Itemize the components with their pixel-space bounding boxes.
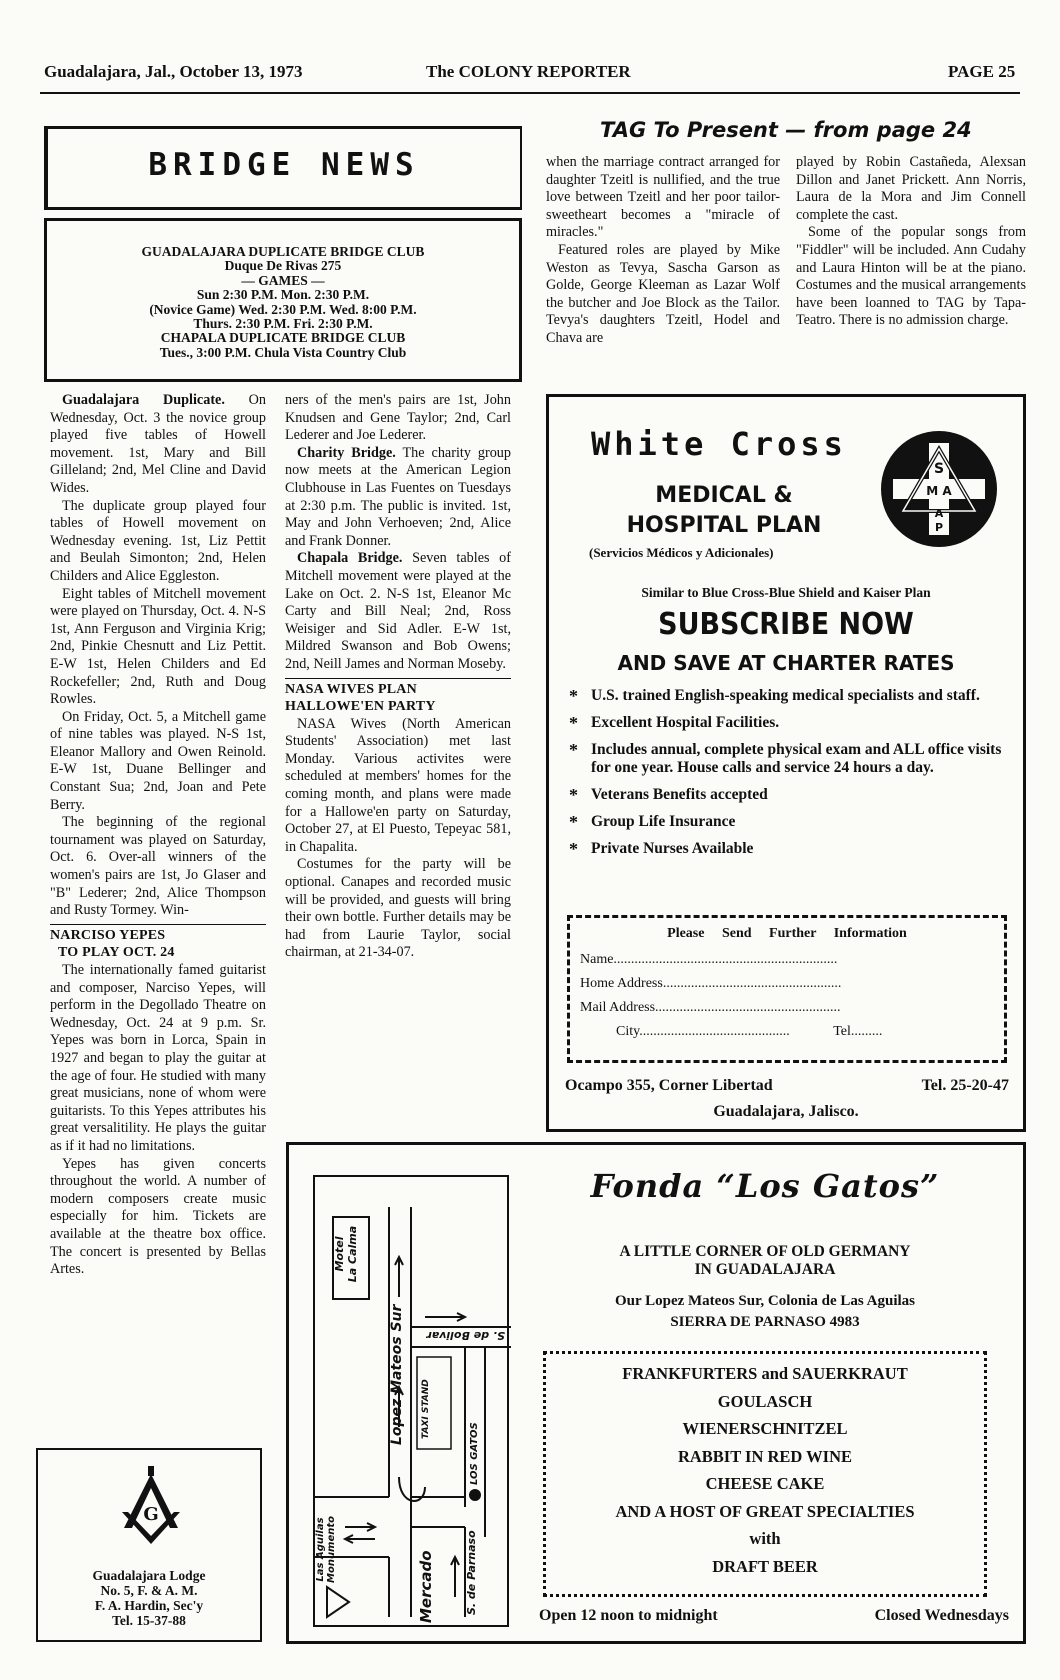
paper-title: The COLONY REPORTER [426, 62, 631, 81]
dateline: Guadalajara, Jal., October 13, 1973 [44, 62, 303, 81]
bridge-title-box [44, 126, 522, 210]
fonda-hours: Open 12 noon to midnight [539, 1607, 718, 1624]
services-note: (Servicios Médicos y Adicionales) [589, 545, 774, 560]
bridge-title: BRIDGE NEWS [148, 147, 420, 183]
bridge-schedule-box [44, 218, 522, 382]
fonda-ad [286, 1142, 1026, 1644]
lodge-info: Guadalajara Lodge No. 5, F. & A. M. F. A. Hardin, Sec'y Tel. 15-37-88 [92, 1568, 206, 1628]
menu-item: GOULASCH [717, 1391, 813, 1411]
square-compass-icon [116, 1466, 186, 1548]
fonda-address: Our Lopez Mateos Sur, Colonia de Las Aguilas SIERRA DE PARNASO 4983 [614, 1293, 916, 1330]
schedule-line: Duque De Rivas 275 [224, 258, 342, 274]
menu-item: AND A HOST OF GREAT SPECIALTIES [615, 1501, 915, 1521]
article-paragraph: Guadalajara Duplicate. On Wednesday, Oct. 3 the novice group played five tables of Howell movement. 1st, Mary and Bill Gilleland; 2nd, Mel Cline and David Wides. [50, 392, 266, 496]
white-cross-ad [546, 394, 1026, 1132]
ad-city: Guadalajara, Jalisco. [713, 1103, 859, 1120]
menu-item: FRANKFURTERS and SAUERKRAUT [622, 1364, 908, 1383]
menu-item: WIENERSCHNITZEL [682, 1419, 848, 1438]
tag-column-b: played by Robin Castañeda, Alexsan Dillon and Janet Prickett. Ann Norris, Laura de la Mora and Jim Connell complete the cast. Some of the popular songs from "Fiddler" will be included. Ann Cudahy and Laura Hinton will be at the piano. Costumes and the musical arrangements have been loanned to TAG by Tapa-Teatro. There is no admission charge. [796, 154, 1026, 329]
map-label-los-gatos: LOS GATOS [469, 1422, 480, 1485]
article-lead: Guadalajara Duplicate. [62, 392, 225, 408]
schedule-line: Sun 2:30 P.M. Mon. 2:30 P.M. [196, 287, 370, 303]
article-paragraph: Yepes has given concerts throughout the world. A number of modern composers create music especially for him. Tickets are available at the theatre box office. The concert is presented by Bellas Artes. [50, 1155, 266, 1278]
article-paragraph: Chapala Bridge. Seven tables of Mitchell movement were played at the Lake on Oct. 2. N-S 1st, Eleanor Mc Carty and Bill Neal; 2nd, Ross Weisiger and Sid Adler. E-W 1st, Mildred Swanson and Bob Owens; 2nd, Neill James and Norman Moseby. [285, 550, 511, 672]
map-label-mercado: Mercado [417, 1550, 435, 1623]
article-paragraph: NASA Wives (North American Students' Association) met last Monday. Various activites were scheduled at members' homes for the coming month, and plans were made for a Hallowe'en party on Saturday, October 27, at El Puesto, Tepeyac 581, in Chapalita. [285, 715, 511, 855]
article-paragraph: On Friday, Oct. 5, a Mitchell game of nine tables was played. N-S 1st, Eleanor Mallory and Owen Reinold. E-W 1st, Duane Bellinger and Constant Sua; 2nd, Joan and Pete Berry. [50, 708, 266, 813]
tag-column-a: when the marriage contract arranged for daughter Tzeitl is nullified, and the true love between Tzeitl and her poor tailor-sweetheart becomes a "miracle of miracles." Featured roles are played by Mike Weston as Tevya, Sascha Garson as Golde, George Kleeman as Lazar Wolf the butcher and Joe Block as the Tailor. Tevya's daughters Tzeitl, Hodel and Chava are [546, 154, 780, 346]
location-map [313, 1175, 509, 1627]
fonda-title: Fonda “Los Gatos” [590, 1167, 940, 1205]
logo-letter: P [934, 521, 944, 534]
tag-headline: TAG To Present — from page 24 [600, 118, 972, 142]
charter-rates: AND SAVE AT CHARTER RATES [617, 651, 955, 675]
benefit-item: * Includes annual, complete physical exam and ALL office visits for one year. House calls and service 24 hours a day. [569, 741, 1009, 777]
menu-item: DRAFT BEER [712, 1556, 818, 1576]
lodge-emblem-letter: G [143, 1504, 159, 1525]
benefit-item: * U.S. trained English-speaking medical specialists and staff. [569, 687, 1009, 705]
article-paragraph: Eight tables of Mitchell movement were played on Thursday, Oct. 4. N-S 1st, Ann Ferguson and Virginia Krig; 2nd, Pinkie Chesnutt and Liz Pettit. E-W 1st, Helen Childers and Ed Rockefeller; 2nd, Ruth and Doug Rowles. [50, 585, 266, 708]
schedule-line: Thurs. 2:30 P.M. Fri. 2:30 P.M. [193, 316, 373, 332]
form-name-field[interactable]: Name................................................................ [580, 952, 838, 967]
article-paragraph: ners of the men's pairs are 1st, John Knudsen and Gene Taylor; 2nd, Carl Lederer and Joe Lederer. [285, 392, 511, 444]
form-mail-address-field[interactable]: Mail Address..................................................... [580, 1000, 841, 1015]
plan-title: MEDICAL & HOSPITAL PLAN [626, 483, 822, 538]
map-label-motel: Motel La Calma [333, 1225, 359, 1283]
column-1 [50, 392, 266, 1279]
logo-letters: M A [926, 484, 952, 498]
map-label-lopez-mateos: Lopez Mateos Sur [389, 1304, 405, 1445]
benefit-item: * Private Nurses Available [569, 840, 1009, 858]
schedule-line: GUADALAJARA DUPLICATE BRIDGE CLUB [141, 244, 425, 259]
fonda-subtitle: A LITTLE CORNER OF OLD GERMANY IN GUADALAJARA [619, 1243, 911, 1278]
similar-note: Similar to Blue Cross-Blue Shield and Kaiser Plan [641, 585, 931, 600]
info-request-form [567, 915, 1007, 1063]
lodge-ad [36, 1448, 262, 1642]
form-city-row [580, 1020, 994, 1044]
menu-item: RABBIT IN RED WINE [677, 1446, 853, 1466]
logo-letter: S [933, 461, 945, 477]
ad-address: Ocampo 355, Corner Libertad [565, 1077, 773, 1094]
schedule-line: CHAPALA DUPLICATE BRIDGE CLUB [160, 330, 406, 346]
schedule-line: (Novice Game) Wed. 2:30 P.M. Wed. 8:00 P.M. [149, 301, 417, 317]
ad-phone: Tel. 25-20-47 [921, 1077, 1009, 1094]
benefit-item: * Veterans Benefits accepted [569, 786, 1009, 804]
article-paragraph: The internationally famed guitarist and composer, Narciso Yepes, will perform in the Degollado Theatre on Wednesday, Oct. 24 at 9 p.m. Sr. Yepes was born in Lorca, Spain in 1927 and began to play the guitar at the age of four. He studied with many great musicians, none of whom were guitarists. To this Yepes attributes his great versalitility. He plays the guitar as if it had no limitations. [50, 962, 266, 1154]
logo-letter: A [934, 507, 944, 520]
article-paragraph: Costumes for the party will be optional. Canapes and recorded music will be provided, and guests will bring their own bottle. Further details may be had from Laurie Taylor, social chairman, at 21-34-07. [285, 856, 511, 961]
fonda-menu-box [543, 1351, 987, 1597]
subscribe-now: SUBSCRIBE NOW [658, 607, 914, 642]
map-label-aguilas: Las Aguilas Monumento [315, 1515, 337, 1583]
header-rule [40, 92, 1020, 94]
menu-item: with [749, 1529, 781, 1548]
map-label-taxi-stand: TAXI STAND [421, 1379, 431, 1439]
form-title: Please Send Further Information [667, 926, 907, 941]
article-lead: Chapala Bridge. [297, 550, 403, 567]
nasa-headline: NASA WIVES PLAN HALLOWE'EN PARTY [285, 678, 511, 716]
benefits-list [569, 687, 1009, 867]
article-paragraph: Charity Bridge. The charity group now meets at the American Legion Clubhouse in Las Fuentes on Tuesdays at 2:30 p.m. The public is invited. 1st, May and John Verhoeven; 2nd, Alice and Frank Donner. [285, 444, 511, 549]
benefit-item: * Group Life Insurance [569, 813, 1009, 831]
form-tel-field[interactable]: Tel......... [833, 1024, 883, 1039]
schedule-line: Tues., 3:00 P.M. Chula Vista Country Club [159, 344, 407, 360]
white-cross-title: White Cross [591, 425, 847, 463]
column-2 [285, 392, 511, 962]
form-city-field[interactable]: City........................................... [616, 1024, 790, 1039]
article-lead: Charity Bridge. [297, 444, 396, 461]
smap-logo-icon [879, 429, 999, 549]
menu-item: CHEESE CAKE [705, 1474, 825, 1493]
yepes-headline: NARCISO YEPES TO PLAY OCT. 24 [50, 924, 266, 962]
map-label-bolivar: S. de Bolivar [426, 1329, 505, 1342]
page-number: PAGE 25 [948, 62, 1016, 81]
article-paragraph: The beginning of the regional tournament was played on Saturday, Oct. 6. Over-all winners of the women's pairs are 1st, Jo Glaser and "B" Lederer; 2nd, Alice Thompson and Rusty Tormey. Win- [50, 814, 266, 919]
form-home-address-field[interactable]: Home Address................................................... [580, 976, 842, 991]
benefit-item: * Excellent Hospital Facilities. [569, 714, 1009, 732]
article-paragraph: The duplicate group played four tables of Howell movement on Wednesday evening. 1st, Liz Pettit and Beulah Simonton; 2nd, Helen Childers and Alice Eggleston. [50, 497, 266, 584]
fonda-closed: Closed Wednesdays [874, 1607, 1009, 1624]
map-label-parnaso: S. de Parnaso [465, 1530, 478, 1615]
schedule-line: — GAMES — [241, 272, 325, 288]
